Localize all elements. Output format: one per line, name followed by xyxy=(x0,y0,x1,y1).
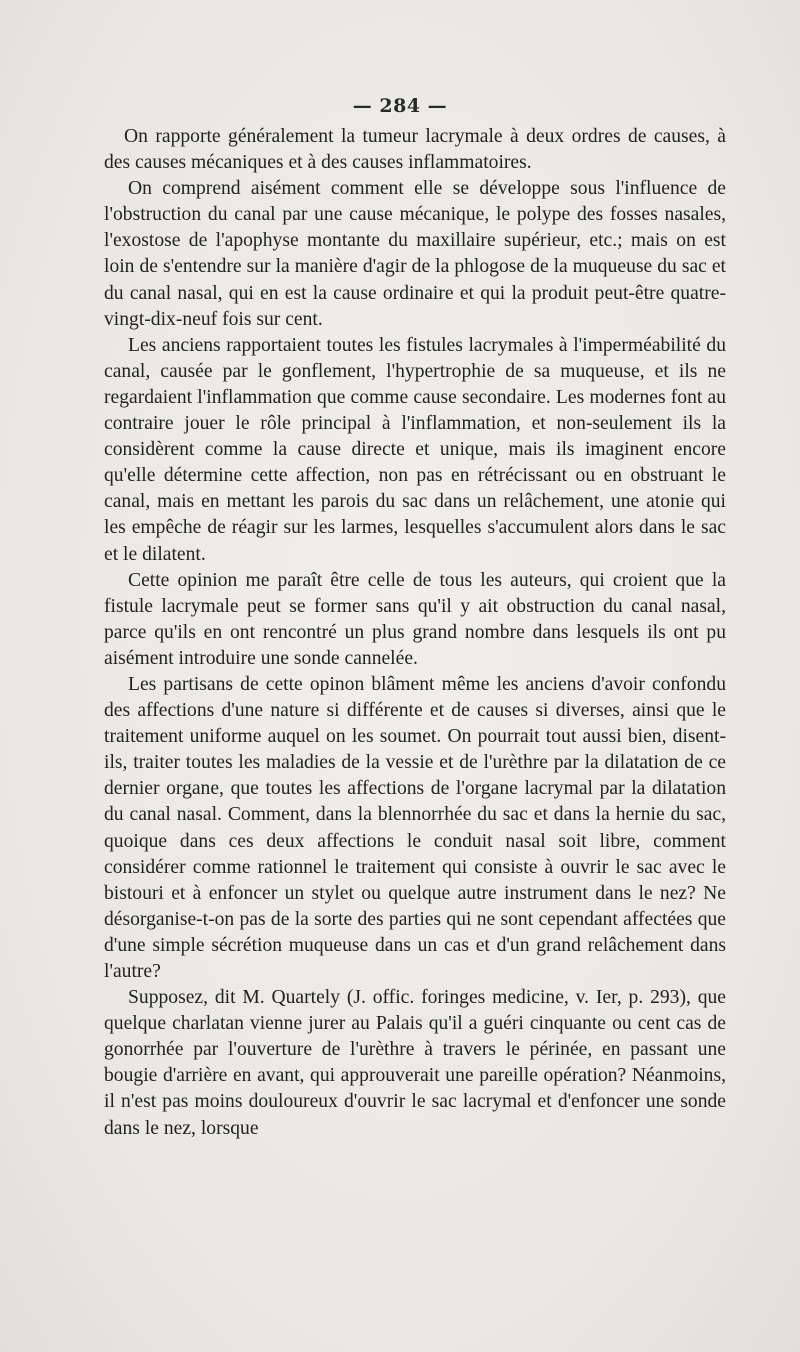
paragraph: Supposez, dit M. Quartely (J. offic. foringes medicine, v. Ier, p. 293), que quelque charlatan vienne jurer au Palais qu'il a guéri cinquante ou cent cas de gonorrhée par l'ouverture de l'urèthre à travers le périnée, en passant une bougie d'arrière en avant, qui approuverait une pareille opération? Néanmoins, il n'est pas moins douloureux d'ouvrir le sac lacrymal et d'enfoncer une sonde dans le nez, lorsque xyxy=(104,987,726,1139)
paragraph: Les partisans de cette opinon blâment même les anciens d'avoir confondu des affections d'une nature si différente et de causes si diverses, ainsi que le traitement uniforme auquel on les soumet. On pourrait tout aussi bien, disent-ils, traiter toutes les maladies de la vessie et de l'urèthre par la dilatation de ce dernier organe, que toutes les affections de l'organe lacrymal par la dilatation du canal nasal. Comment, dans la blennorrhée du sac et dans la hernie du sac, quoique dans ces deux affections le conduit nasal soit libre, comment considérer comme rationnel le traitement qui consiste à ouvrir le sac avec le bistouri et à enfoncer un stylet ou quelque autre instrument dans le nez? Ne désorganise-t-on pas de la sorte des parties qui ne sont cependant affectées que d'une simple sécrétion muqueuse dans un cas et d'un grand relâchement dans l'autre? xyxy=(104,673,726,982)
body-text xyxy=(104,124,726,1142)
paragraph: On rapporte généralement la tumeur lacrymale à deux ordres de causes, à des causes mécaniques et à des causes inflammatoires. xyxy=(104,126,726,174)
page-number: — 284 — xyxy=(352,95,448,117)
paragraph: On comprend aisément comment elle se développe sous l'influence de l'obstruction du canal par une cause mécanique, le polype des fosses nasales, l'exostose de l'apophyse montante du maxillaire supérieur, etc.; mais on est loin de s'entendre sur la manière d'agir de la phlogose de la muqueuse du sac et du canal nasal, qui en est la cause ordinaire et qui la produit peut-être quatre-vingt-dix-neuf fois sur cent. xyxy=(104,178,726,330)
paragraph: Cette opinion me paraît être celle de tous les auteurs, qui croient que la fistule lacrymale peut se former sans qu'il y ait obstruction du canal nasal, parce qu'ils en ont rencontré un plus grand nombre dans lesquels ils ont pu aisément introduire une sonde cannelée. xyxy=(104,569,726,669)
paragraph: Les anciens rapportaient toutes les fistules lacrymales à l'imperméabilité du canal, causée par le gonflement, l'hypertrophie de sa muqueuse, et ils ne regardaient l'inflammation que comme cause secondaire. Les modernes font au contraire jouer le rôle principal à l'inflammation, et non-seulement ils la considèrent comme la cause directe et unique, mais ils imaginent encore qu'elle détermine cette affection, non pas en rétrécissant ou en obstruant le canal, mais en mettant les parois du sac dans un relâchement, une atonie qui les empêche de réagir sur les larmes, lesquelles s'accumulent alors dans le sac et le dilatent. xyxy=(104,334,726,565)
